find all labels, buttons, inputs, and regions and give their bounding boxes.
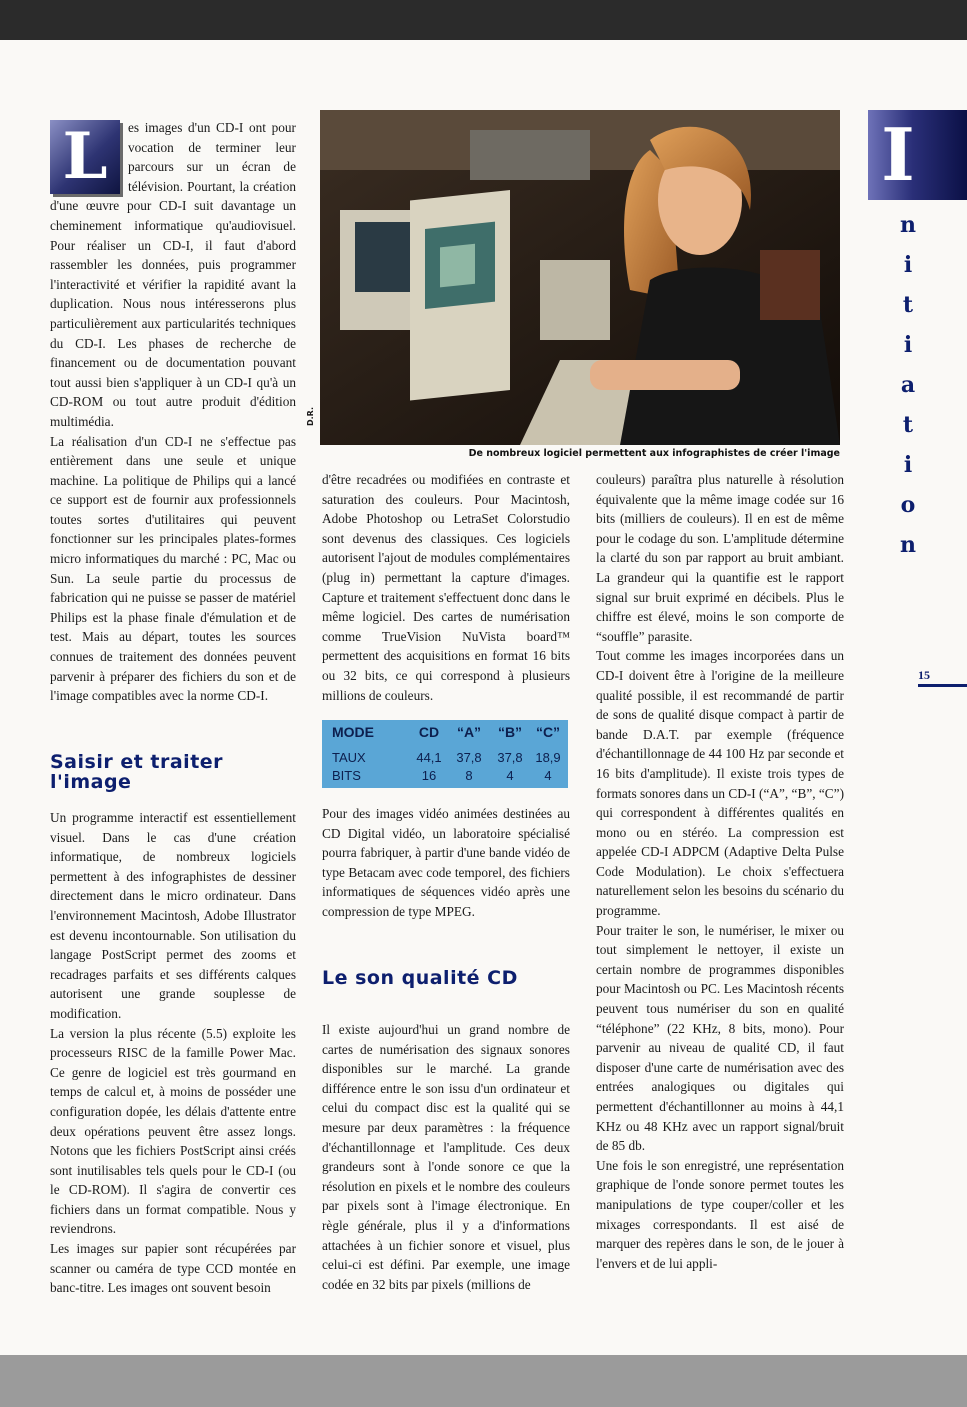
table-cell: 37,8: [497, 750, 523, 765]
article-column-1: [50, 118, 296, 706]
drop-cap-letter: L: [62, 119, 108, 194]
photo-credit: D.R.: [306, 406, 315, 426]
table-row: [322, 768, 568, 786]
photo-infographiste: [320, 110, 840, 445]
paragraph: Les images sur papier sont récupérées par scanner ou caméra de type CCD montée en banc-titre. Les images ont souvent besoin: [50, 1241, 296, 1296]
section-letter: n: [900, 532, 916, 558]
table-header-row: [322, 724, 568, 748]
paragraph: Pour des images vidéo animées destinées au CD Digital vidéo, un laboratoire spécialisé pourra fabriquer, à partir d'une bande vidéo de type Betacam avec code temporel, des fichiers informatiques de séquences vidéo après une compression de type MPEG.: [322, 806, 570, 919]
table-cell: 4: [506, 768, 514, 783]
article-column-1b: [50, 808, 296, 1298]
table-cell: TAUX: [332, 750, 366, 765]
paragraph: d'être recadrées ou modifiées en contraste et saturation des couleurs. Pour Macintosh, Adobe Photoshop ou LetraSet Colorstudio sont devenus des classiques. Ces logiciels autorisent l'ajout de modules complémentaires (plug in) permettant la capture d'images. Capture et traitement s'effectuent donc dans le même logiciel. Des cartes de numérisation comme TrueVision NuVista board™ permettent des acquisitions en format 16 bits ou 32 bits, ce qui correspond à plusieurs millions de couleurs.: [322, 472, 570, 703]
table-cell: 16: [421, 768, 437, 783]
section-letter: i: [903, 452, 913, 478]
table-header-cell: MODE: [332, 724, 374, 740]
article-column-3: [596, 470, 844, 1273]
paragraph: Il existe aujourd'hui un grand nombre de cartes de numérisation des signaux sonores disponibles sur le marché. La grande différence entre le son issu d'un ordinateur et celui du compact disc est la qualité qui se mesure par deux paramètres : la fréquence d'échantillonnage et l'amplitude. Ces deux grandeurs sont à l'onde sonore ce que la résolution en pixels et le nombre des couleurs par pixels sont à l'image électronique. En règle générale, plus il y a d'informations attachées à un fichier sonore et visuel, plus celui-ci est défini. Par exemple, une image codée en 32 bits par pixels (millions de: [322, 1022, 570, 1292]
photo-illustration: [320, 110, 840, 445]
page-number: 15: [918, 668, 930, 682]
article-column-2b: [322, 804, 570, 922]
table-cell: 4: [544, 768, 552, 783]
section-letter: o: [900, 492, 916, 518]
paragraph: La réalisation d'un CD-I ne s'effectue pas entièrement dans une seule et unique machine. La politique de Philips qui a lancé ce support est de fournir aux professionnels toutes sortes d'utilitaires qui peuvent fonctionner sur les principales plates-formes micro informatiques du marché : PC, Mac ou Sun. La seule partie du processus de fabrication qui ne puisse se passer de matériel Philips est la phase finale d'émulation et de test. Mais au départ, toutes les sources connues de traitement des données peuvent parvenir à préparer des fichiers du son et de l'image compatibles avec la norme CD-I.: [50, 433, 296, 704]
paragraph: Pour traiter le son, le numériser, le mixer ou tout simplement le nettoyer, il existe un certain nombre de programmes disponibles pour Macintosh ou PC. Les Macintosh récents peuvent tous numériser du son en qualité “téléphone” (22 KHz, 8 bits, mono). Pour parvenir au niveau de qualité CD, il faut disposer d'une carte de numérisation avec des entrées analogiques ou digitales qui permettent d'échantillonner au moins à 44,1 KHz ou 48 KHz avec un rapport signal/bruit de 85 db.: [596, 922, 844, 1154]
section-letter: a: [900, 372, 916, 398]
section-letter: t: [902, 292, 914, 318]
table-header-cell: “A”: [456, 724, 482, 740]
top-border: [0, 0, 967, 40]
table-cell: 18,9: [535, 750, 561, 765]
table-row: [322, 750, 568, 768]
section-letter: i: [903, 332, 913, 358]
table-cell: 44,1: [416, 750, 442, 765]
article-column-2c: [322, 1020, 570, 1294]
table-cell: 37,8: [456, 750, 482, 765]
table-header-cell: “C”: [535, 724, 561, 740]
table-cell: BITS: [332, 768, 361, 783]
section-letter: i: [903, 252, 913, 278]
article-column-2: [322, 470, 570, 705]
paragraph: couleurs) paraîtra plus naturelle à résolution équivalente que la même image codée sur 16 bits (milliers de couleurs). Il en est de même pour le codage du son. L'amplitude détermine la clarté du son par rapport au bruit ambiant. La grandeur qui la quantifie est le rapport signal sur bruit exprimé en décibels. Plus le chiffre est élevé, moins le son comporte de “souffle” parasite.: [596, 472, 844, 644]
section-heading-saisir: Saisir et traiter l'image: [50, 751, 224, 793]
paragraph: Un programme interactif est essentiellement visuel. Dans le cas d'une création informatique, de nombreux logiciels permettent à des infographistes de dessiner directement dans le micro ordinateur. Dans l'environnement Macintosh, Adobe Illustrator est devenu incontournable. Son utilisation du langage PostScript permet des zooms et recadrages parfaits et ses différents calques autorisent une grande souplesse de modification.: [50, 810, 296, 1021]
section-tab: [868, 110, 967, 200]
table-cell: 8: [465, 768, 473, 783]
section-tab-letter: I: [881, 112, 915, 197]
section-heading-son: Le son qualité CD: [322, 967, 518, 989]
table-header-cell: “B”: [497, 724, 523, 740]
paragraph: es images d'un CD-I ont pour vocation de terminer leur parcours sur un écran de télévision. Pourtant, la création d'une œuvre pour CD-I suit davantage un cheminement informatique qu'audiovisuel. Pour réaliser un CD-I, il faut d'abord rassembler les données, puis programmer l'interactivité et vérifier la rapidité avant la duplication. Nous nous intéresserons plus particulièrement aux particularités techniques du CD-I. Les phases de recherche de financement ou de documentation pouvant tout aussi bien s'appliquer à un CD-I qu'à un CD-ROM ou tout autre produit d'édition multimédia.: [50, 120, 296, 429]
paragraph: Tout comme les images incorporées dans un CD-I doivent être à l'origine de la meilleure qualité possible, il est recommandé de partir de sons de qualité disque compact à partir de bande D.A.T. par exemple (fréquence d'échantillonnage de 44 100 Hz par seconde et 16 bits d'amplitude). Il existe trois types de formats sonores dans un CD-I (“A”, “B”, “C”) qui correspondent à différentes qualités en mono ou en stéréo. La compression est appelée CD-I ADPCM (Adaptive Delta Pulse Code Modulation). Le choix s'effectuera naturellement selon les besoins du scénario du programme.: [596, 648, 844, 919]
photo-caption: De nombreux logiciel permettent aux infographistes de créer l'image: [468, 448, 840, 459]
bottom-border: [0, 1355, 967, 1407]
section-letter: n: [900, 212, 916, 238]
page-number-rule: [918, 684, 967, 687]
table-header-cell: CD: [418, 724, 440, 740]
audio-format-table: [322, 720, 568, 788]
drop-cap: [50, 120, 120, 194]
section-title-vertical: [896, 205, 920, 565]
paragraph: Une fois le son enregistré, une représentation graphique de l'onde sonore permet toutes les manipulations de type couper/coller et les mixages correspondants. Il est aisé de marquer des repères dans le son, de le jouer à l'envers et de lui appli-: [596, 1157, 844, 1271]
section-letter: t: [902, 412, 914, 438]
paragraph: La version la plus récente (5.5) exploite les processeurs RISC de la famille Power Mac. Ce genre de logiciel est très gourmand en temps de calcul et, à moins de posséder une configuration dopée, les délais d'attente entre deux opérations peuvent être assez longs. Notons que les fichiers PostScript ainsi créés sont inutilisables tels quels pour le CD-I (ou le CD-ROM). Il s'agira de convertir ces fichiers dans un format compatible. Nous y reviendrons.: [50, 1025, 296, 1237]
